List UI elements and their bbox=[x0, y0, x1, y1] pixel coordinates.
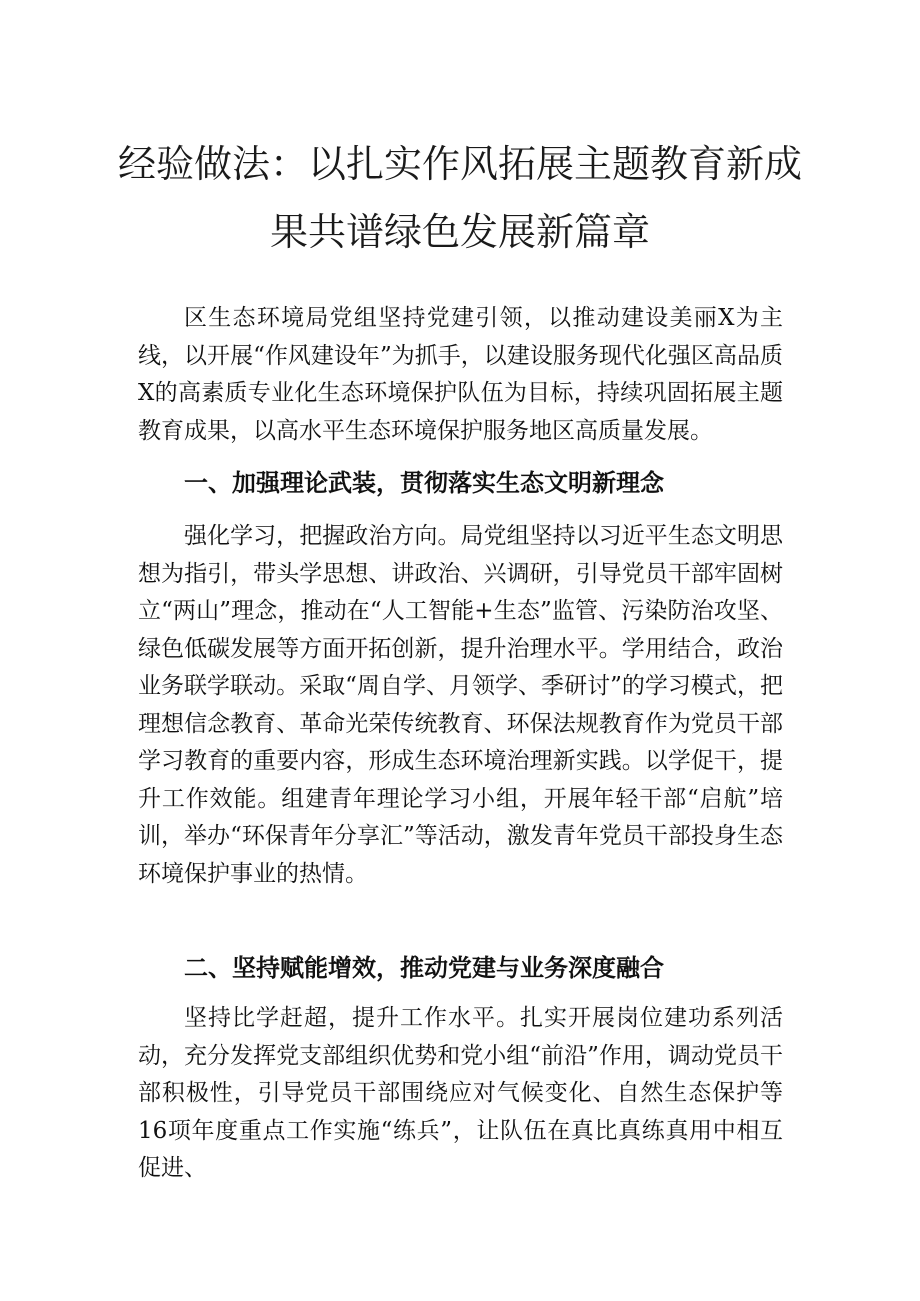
section-2-heading: 二、坚持赋能增效，推动党建与业务深度融合 bbox=[184, 954, 664, 982]
section-1-heading: 一、加强理论武装，贯彻落实生态文明新理念 bbox=[184, 469, 664, 497]
section-2-paragraph: 坚持比学赶超，提升工作水平。扎实开展岗位建功系列活动，充分发挥党支部组织优势和党小组“前沿”作用，调动党员干部积极性，引导党员干部围绕应对气候变化、自然生态保护等16项年度重点工作实施“练兵”，让队伍在真比真练真用中相互促进、 bbox=[138, 1005, 783, 1181]
section-1-paragraph: 强化学习，把握政治方向。局党组坚持以习近平生态文明思想为指引，带头学思想、讲政治、兴调研，引导党员干部牢固树立“两山”理念，推动在“人工智能+生态”监管、污染防治攻坚、绿色低碳发展等方面开拓创新，提升治理水平。学用结合，政治业务联学联动。采取“周自学、月领学、季研讨”的学习模式，把理想信念教育、革命光荣传统教育、环保法规教育作为党员干部学习教育的重要内容，形成生态环境治理新实践。以学促干，提升工作效能。组建青年理论学习小组，开展年轻干部“启航”培训，举办“环保青年分享汇”等活动，激发青年党员干部投身生态环境保护事业的热情。 bbox=[138, 523, 783, 887]
document-title-line-2: 果共谱绿色发展新篇章 bbox=[269, 210, 650, 254]
intro-paragraph: 区生态环境局党组坚持党建引领，以推动建设美丽X为主线，以开展“作风建设年”为抓手，以建设服务现代化强区高品质X的高素质专业化生态环境保护队伍为目标，持续巩固拓展主题教育成果，以高水平生态环境保护服务地区高质量发展。 bbox=[138, 305, 783, 444]
document-title-line-1: 经验做法：以扎实作风拓展主题教育新成 bbox=[117, 142, 802, 186]
